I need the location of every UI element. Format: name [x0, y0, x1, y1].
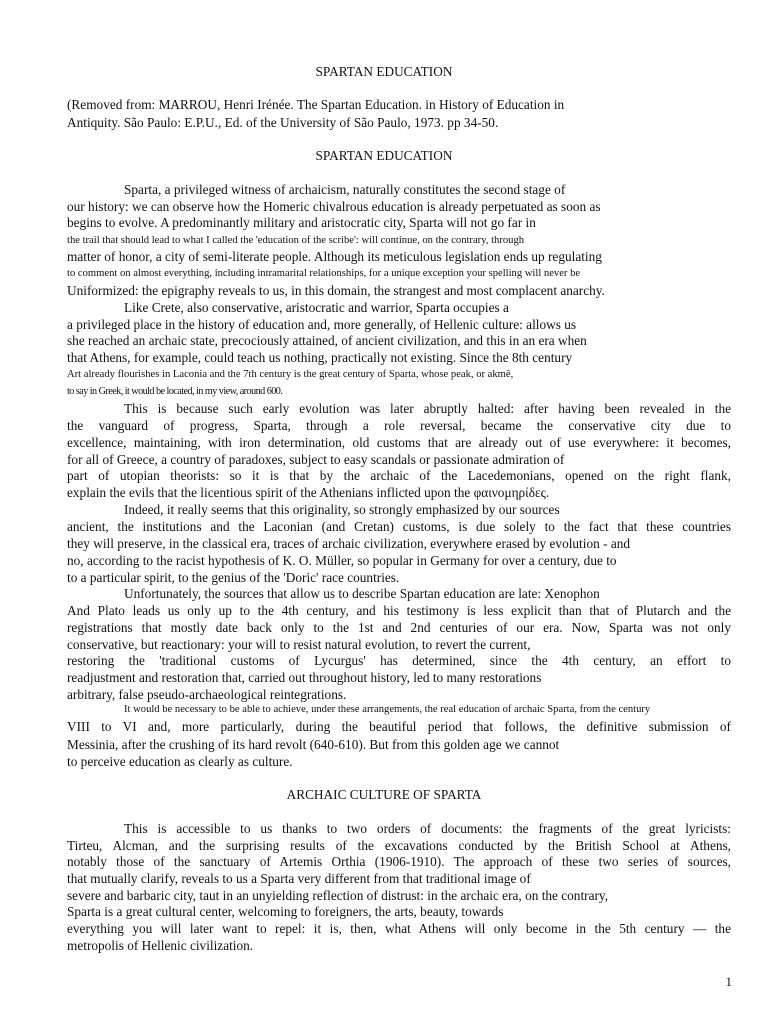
text-line: begins to evolve. A predominantly military and aristocratic city, Sparta will not go far in [67, 215, 536, 230]
text-line: she reached an archaic state, precociously attained, of ancient civilization, and this in an era when [67, 333, 587, 348]
text-line: Art already flourishes in Laconia and the 7th century is the great century of Sparta, whose peak, or akmē, [67, 369, 514, 380]
text-line: Indeed, it really seems that this originality, so strongly emphasized by our sources [124, 502, 560, 517]
text-line: metropolis of Hellenic civilization. [67, 938, 254, 953]
text-line: no, according to the racist hypothesis of K. O. Müller, so popular in Germany for over a century, due to [67, 553, 617, 568]
text-line: to perceive education as clearly as culture. [67, 754, 293, 769]
source-citation-line: (Removed from: MARROU, Henri Irénée. The Spartan Education. in History of Education in [67, 97, 565, 112]
text-line: This is accessible to us thanks to two orders of documents: the fragments of the great lyricists: [124, 821, 731, 836]
text-line: conservative, but reactionary: your will to resist natural evolution, to revert the current, [67, 637, 531, 652]
text-line: Unfortunately, the sources that allow us to describe Spartan education are late: Xenophon [124, 586, 600, 601]
text-line: It would be necessary to be able to achieve, under these arrangements, the real education of archaic Sparta, from the century [124, 704, 651, 715]
text-line: Uniformized: the epigraphy reveals to us, in this domain, the strangest and most complacent anarchy. [67, 283, 605, 298]
text-line: restoring the 'traditional customs of Lycurgus' has determined, since the 4th century, an effort to [67, 653, 731, 668]
text-line: everything you will later want to repel: it is, then, what Athens will only become in the 5th century — the [67, 921, 731, 936]
text-line: notably those of the sanctuary of Artemis Orthia (1906-1910). The approach of these two series of sources, [67, 854, 731, 869]
text-line: Sparta is a great cultural center, welcoming to foreigners, the arts, beauty, towards [67, 904, 504, 919]
text-line: Like Crete, also conservative, aristocratic and warrior, Sparta occupies a [124, 300, 509, 315]
source-citation-line: Antiquity. São Paulo: E.P.U., Ed. of the University of São Paulo, 1973. pp 34-50. [67, 115, 499, 130]
text-line: excellence, maintaining, with iron determination, old customs that are already out of use everywhere: it becomes, [67, 435, 731, 450]
text-line: they will preserve, in the classical era, traces of archaic civilization, everywhere erased by evolution - and [67, 536, 631, 551]
text-line: Messinia, after the crushing of its hard revolt (640-610). But from this golden age we cannot [67, 737, 560, 752]
text-line: the trail that should lead to what I called the 'education of the scribe': will continue, on the contrary, through [67, 235, 525, 246]
text-line: matter of honor, a city of semi-literate people. Although its meticulous legislation ends up regulating [67, 249, 602, 264]
text-line: explain the evils that the licentious spirit of the Athenians inflicted upon the φαινομηρίδες. [67, 485, 550, 500]
text-line: part of utopian theorists: so it is that by the archaic of the Lacedemonians, opened on the right flank, [67, 468, 731, 483]
text-line: a privileged place in the history of education and, more generally, of Hellenic culture: allows us [67, 317, 577, 332]
text-line: severe and barbaric city, taut in an unyielding reflection of distrust: in the archaic era, on the contrary, [67, 888, 609, 903]
section-heading: SPARTAN EDUCATION [315, 148, 453, 163]
page-number: 1 [725, 974, 732, 989]
text-line: our history: we can observe how the Homeric chivalrous education is already perpetuated as soon as [67, 199, 601, 214]
text-line: to say in Greek, it would be located, in my view, around 600. [67, 386, 283, 397]
text-line: ancient, the institutions and the Laconian (and Cretan) customs, is due solely to the fact that these countries [67, 519, 731, 534]
text-line: that mutually clarify, reveals to us a Sparta very different from that traditional image of [67, 871, 531, 886]
text-line: the vanguard of progress, Sparta, through a role reversal, became the conservative city due to [67, 418, 731, 433]
text-line: And Plato leads us only up to the 4th century, and his testimony is less explicit than that of Plutarch and the [67, 603, 731, 618]
text-line: Sparta, a privileged witness of archaicism, naturally constitutes the second stage of [124, 182, 566, 197]
text-line: VIII to VI and, more particularly, during the beautiful period that follows, the definitive submission of [67, 719, 731, 734]
text-line: arbitrary, false pseudo-archaeological reintegrations. [67, 687, 347, 702]
text-line: that Athens, for example, could teach us nothing, practically not existing. Since the 8th century [67, 350, 573, 365]
text-line: to comment on almost everything, including intramarital relationships, for a unique exception your spelling will never be [67, 268, 581, 279]
text-line: Tirteu, Alcman, and the surprising results of the excavations conducted by the British School at Athens, [67, 838, 731, 853]
text-line: This is because such early evolution was later abruptly halted: after having been revealed in the [124, 401, 731, 416]
text-line: to a particular spirit, to the genius of the 'Doric' race countries. [67, 570, 400, 585]
text-line: for all of Greece, a country of paradoxes, subject to easy scandals or passionate admiration of [67, 452, 565, 467]
text-line: readjustment and restoration that, carried out throughout history, led to many restorations [67, 670, 542, 685]
document-title: SPARTAN EDUCATION [315, 64, 453, 79]
section-heading: ARCHAIC CULTURE OF SPARTA [286, 787, 482, 802]
text-line: registrations that mostly date back only to the 1st and 2nd centuries of our era. Now, Sparta was not only [67, 620, 731, 635]
